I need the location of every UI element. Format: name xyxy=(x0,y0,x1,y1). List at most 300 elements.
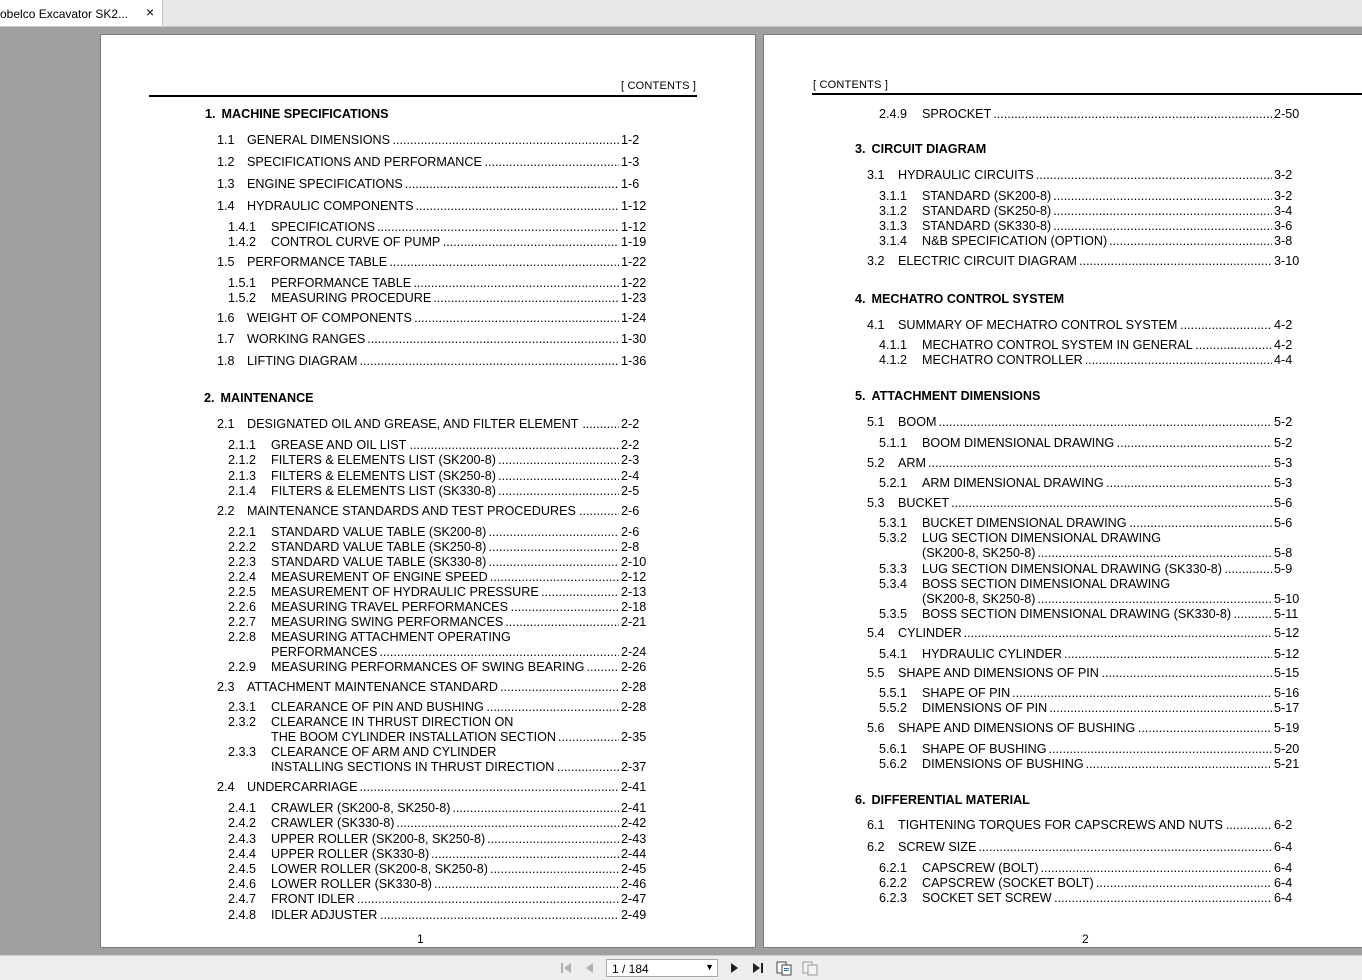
toc-entry[interactable] xyxy=(867,721,1302,736)
toc-section-heading xyxy=(855,142,986,156)
toc-entry[interactable] xyxy=(217,680,649,695)
toc-leader-dots xyxy=(489,525,619,539)
toc-entry-number: 5.1.1 xyxy=(879,436,908,450)
toc-entry[interactable] xyxy=(217,255,649,270)
last-page-icon[interactable] xyxy=(750,960,766,976)
toc-entry-page: 2-13 xyxy=(621,585,647,599)
toc-entry-number: 5.2.1 xyxy=(879,476,908,490)
toc-entry[interactable] xyxy=(879,531,1302,546)
toc-leader-dots xyxy=(357,892,619,906)
toc-entry[interactable] xyxy=(217,504,649,519)
toc-entry-title: BOSS SECTION DIMENSIONAL DRAWING xyxy=(922,577,1171,591)
toc-entry[interactable] xyxy=(228,540,649,555)
toc-entry-number: 6.2.1 xyxy=(879,861,908,875)
toc-entry-title: CLEARANCE OF PIN AND BUSHING xyxy=(271,700,484,714)
toc-entry[interactable] xyxy=(867,666,1302,681)
toc-entry-page: 2-46 xyxy=(621,877,647,891)
toc-entry-page: 2-6 xyxy=(621,525,640,539)
toc-entry-number: 2.4.8 xyxy=(228,908,257,922)
toc-leader-dots xyxy=(498,453,619,467)
toc-entry[interactable] xyxy=(879,107,1302,122)
toc-leader-dots xyxy=(579,504,619,518)
toc-entry[interactable] xyxy=(228,570,649,585)
toc-leader-dots xyxy=(1224,562,1272,576)
toc-entry-title: ATTACHMENT MAINTENANCE STANDARD xyxy=(247,680,498,694)
toc-entry[interactable] xyxy=(228,877,649,892)
toc-entry[interactable] xyxy=(228,645,649,660)
toc-entry[interactable] xyxy=(228,276,649,291)
toc-entry-title: STANDARD (SK250-8) xyxy=(922,204,1052,218)
toc-entry[interactable] xyxy=(228,862,649,877)
toc-entry-page: 1-12 xyxy=(621,220,647,234)
toc-leader-dots xyxy=(389,255,619,269)
toc-entry-title: CYLINDER xyxy=(898,626,962,640)
toc-leader-dots xyxy=(396,816,619,830)
toc-leader-dots xyxy=(1226,818,1272,832)
toc-entry-page: 2-44 xyxy=(621,847,647,861)
toc-entry[interactable] xyxy=(228,801,649,816)
toc-entry-number: 1.4.1 xyxy=(228,220,257,234)
toc-leader-dots xyxy=(486,700,619,714)
toc-entry-number: 2.3.3 xyxy=(228,745,257,759)
toc-leader-dots xyxy=(490,570,619,584)
toc-entry-page: 5-3 xyxy=(1274,456,1293,470)
section-number: 4. xyxy=(855,292,866,306)
toc-entry-title: PERFORMANCE TABLE xyxy=(271,276,412,290)
toc-leader-dots xyxy=(1109,234,1272,248)
toc-entry-number: 2.4.1 xyxy=(228,801,257,815)
toc-entry-page: 6-4 xyxy=(1274,840,1293,854)
toc-entry[interactable] xyxy=(879,516,1302,531)
toc-leader-dots xyxy=(1085,353,1272,367)
toc-entry[interactable] xyxy=(228,484,649,499)
toc-entry-number: 2.2.2 xyxy=(228,540,257,554)
toc-entry-number: 2.1 xyxy=(217,417,235,431)
toc-entry-title: SHAPE OF BUSHING xyxy=(922,742,1047,756)
toc-section-heading xyxy=(855,793,1030,807)
toc-leader-dots xyxy=(377,220,619,234)
toc-entry-title: CAPSCREW (BOLT) xyxy=(922,861,1039,875)
toc-leader-dots xyxy=(1036,168,1272,182)
toc-entry[interactable] xyxy=(217,332,649,347)
toc-entry-title: GENERAL DIMENSIONS xyxy=(247,133,390,147)
next-page-icon[interactable] xyxy=(726,960,742,976)
toc-entry-number: 2.1.1 xyxy=(228,438,257,452)
toc-leader-dots xyxy=(367,332,619,346)
toc-leader-dots xyxy=(405,177,619,191)
toc-leader-dots xyxy=(433,291,619,305)
toc-entry-title: (SK200-8, SK250-8) xyxy=(922,592,1036,606)
toc-entry-page: 5-17 xyxy=(1274,701,1300,715)
toc-entry-page: 2-28 xyxy=(621,680,647,694)
toc-entry-page: 3-2 xyxy=(1274,189,1293,203)
toc-entry-title: STANDARD VALUE TABLE (SK200-8) xyxy=(271,525,487,539)
toc-entry-title: FILTERS & ELEMENTS LIST (SK250-8) xyxy=(271,469,496,483)
toc-entry-number: 5.3.2 xyxy=(879,531,908,545)
toc-entry-page: 6-2 xyxy=(1274,818,1293,832)
toc-entry-title: ARM xyxy=(898,456,926,470)
toc-entry-number: 3.1.3 xyxy=(879,219,908,233)
toc-entry-number: 2.4 xyxy=(217,780,235,794)
document-page-2 xyxy=(763,34,1362,948)
toc-entry[interactable] xyxy=(217,177,649,192)
toc-entry[interactable] xyxy=(879,647,1302,662)
toc-entry[interactable] xyxy=(879,353,1302,368)
toc-entry[interactable] xyxy=(879,861,1302,876)
toc-entry-page: 5-19 xyxy=(1274,721,1300,735)
page-header: [ CONTENTS ] xyxy=(621,80,697,92)
toc-entry-number: 2.1.4 xyxy=(228,484,257,498)
toc-entry-title: CONTROL CURVE OF PUMP xyxy=(271,235,441,249)
toc-entry[interactable] xyxy=(879,757,1302,772)
toc-entry[interactable] xyxy=(879,234,1302,249)
toc-entry-title: LIFTING DIAGRAM xyxy=(247,354,358,368)
toc-entry[interactable] xyxy=(867,415,1302,430)
toc-leader-dots xyxy=(978,840,1272,854)
toc-entry[interactable] xyxy=(879,577,1302,592)
toc-entry-title: DESIGNATED OIL AND GREASE, AND FILTER ELEMENT xyxy=(247,417,579,431)
toc-entry[interactable] xyxy=(879,189,1302,204)
toc-entry-title: SUMMARY OF MECHATRO CONTROL SYSTEM xyxy=(898,318,1178,332)
toc-entry[interactable] xyxy=(228,600,649,615)
toc-leader-dots xyxy=(1049,701,1272,715)
single-page-view-icon[interactable] xyxy=(802,960,818,976)
toc-leader-dots xyxy=(500,680,619,694)
toc-leader-dots xyxy=(1195,338,1272,352)
toc-entry-number: 1.5.2 xyxy=(228,291,257,305)
toc-entry[interactable] xyxy=(867,254,1302,269)
toc-entry[interactable] xyxy=(228,615,649,630)
toc-leader-dots xyxy=(379,645,619,659)
toc-entry-page: 1-3 xyxy=(621,155,640,169)
toc-entry[interactable] xyxy=(217,311,649,326)
toc-entry[interactable] xyxy=(879,701,1302,716)
section-number: 5. xyxy=(855,389,866,403)
toc-leader-dots xyxy=(413,276,619,290)
toc-leader-dots xyxy=(582,417,619,431)
toc-entry-page: 1-24 xyxy=(621,311,647,325)
toc-entry-title: UPPER ROLLER (SK200-8, SK250-8) xyxy=(271,832,486,846)
toc-leader-dots xyxy=(1037,546,1272,560)
toc-entry-title: (SK200-8, SK250-8) xyxy=(922,546,1036,560)
toc-section-heading xyxy=(204,391,314,405)
toc-entry[interactable] xyxy=(879,891,1302,906)
toc-leader-dots xyxy=(489,540,619,554)
toc-entry-title: HYDRAULIC CYLINDER xyxy=(922,647,1062,661)
toc-leader-dots xyxy=(409,438,619,452)
toc-entry-title: CRAWLER (SK200-8, SK250-8) xyxy=(271,801,451,815)
toc-entry-page: 5-10 xyxy=(1274,592,1300,606)
toc-entry[interactable] xyxy=(228,908,649,923)
toc-entry[interactable] xyxy=(228,220,649,235)
section-number: 3. xyxy=(855,142,866,156)
toc-entry-number: 5.3.1 xyxy=(879,516,908,530)
toc-entry[interactable] xyxy=(879,546,1302,561)
toc-entry-title: LOWER ROLLER (SK200-8, SK250-8) xyxy=(271,862,488,876)
toc-entry-page: 5-8 xyxy=(1274,546,1293,560)
toc-leader-dots xyxy=(498,469,619,483)
toc-entry-page: 2-28 xyxy=(621,700,647,714)
toc-entry-page: 2-21 xyxy=(621,615,647,629)
toc-entry-page: 4-2 xyxy=(1274,338,1293,352)
toc-entry-page: 3-6 xyxy=(1274,219,1293,233)
toc-entry[interactable] xyxy=(228,585,649,600)
toc-entry-page: 2-49 xyxy=(621,908,647,922)
toc-entry-number: 5.3 xyxy=(867,496,885,510)
toc-entry[interactable] xyxy=(228,760,649,775)
toc-entry-title: HYDRAULIC CIRCUITS xyxy=(898,168,1034,182)
toc-entry-page: 2-3 xyxy=(621,453,640,467)
toc-entry-number: 1.4.2 xyxy=(228,235,257,249)
toc-entry[interactable] xyxy=(879,592,1302,607)
toc-entry[interactable] xyxy=(867,818,1302,833)
toc-entry-title: UNDERCARRIAGE xyxy=(247,780,358,794)
toc-entry-title: CRAWLER (SK330-8) xyxy=(271,816,395,830)
toc-entry-page: 1-36 xyxy=(621,354,647,368)
toc-leader-dots xyxy=(1096,876,1272,890)
toc-entry-number: 1.7 xyxy=(217,332,235,346)
close-icon[interactable]: × xyxy=(146,4,155,20)
toc-leader-dots xyxy=(1053,189,1272,203)
toc-entry[interactable] xyxy=(879,476,1302,491)
toc-leader-dots xyxy=(1012,686,1272,700)
toc-entry-number: 5.4 xyxy=(867,626,885,640)
toc-entry[interactable] xyxy=(867,168,1302,183)
toc-entry[interactable] xyxy=(217,199,649,214)
toc-leader-dots xyxy=(360,780,619,794)
two-page-view-icon[interactable] xyxy=(776,960,792,976)
toc-entry-title: BUCKET DIMENSIONAL DRAWING xyxy=(922,516,1127,530)
toc-entry-title: MECHATRO CONTROLLER xyxy=(922,353,1083,367)
toc-entry-title: LOWER ROLLER (SK330-8) xyxy=(271,877,432,891)
toc-entry[interactable] xyxy=(217,417,649,432)
toc-entry-page: 5-2 xyxy=(1274,415,1293,429)
toc-leader-dots xyxy=(511,600,619,614)
page-selector[interactable] xyxy=(606,959,718,977)
toc-entry[interactable] xyxy=(217,133,649,148)
toc-entry-page: 2-5 xyxy=(621,484,640,498)
toc-leader-dots xyxy=(434,877,619,891)
header-rule xyxy=(149,95,697,97)
toc-section-heading xyxy=(855,292,1064,306)
toc-entry-page: 1-22 xyxy=(621,276,647,290)
toc-entry[interactable] xyxy=(217,354,649,369)
toc-entry[interactable] xyxy=(228,453,649,468)
toc-leader-dots xyxy=(586,660,619,674)
toc-leader-dots xyxy=(487,832,619,846)
toc-leader-dots xyxy=(1180,318,1272,332)
toc-entry-title: MEASURING SWING PERFORMANCES xyxy=(271,615,504,629)
toc-leader-dots xyxy=(1053,204,1272,218)
toc-leader-dots xyxy=(490,862,619,876)
toc-entry-title: MECHATRO CONTROL SYSTEM IN GENERAL xyxy=(922,338,1193,352)
toc-entry-number: 2.3 xyxy=(217,680,235,694)
toc-entry-number: 3.1.1 xyxy=(879,189,908,203)
toc-entry-page: 5-9 xyxy=(1274,562,1293,576)
previous-page-icon[interactable] xyxy=(582,960,598,976)
toc-entry[interactable] xyxy=(228,847,649,862)
toc-entry[interactable] xyxy=(228,469,649,484)
toc-entry-title: FILTERS & ELEMENTS LIST (SK200-8) xyxy=(271,453,496,467)
page-number: 2 xyxy=(1082,932,1089,946)
toc-entry-title: BOOM DIMENSIONAL DRAWING xyxy=(922,436,1115,450)
section-number: 1. xyxy=(205,107,216,121)
toc-entry[interactable] xyxy=(879,219,1302,234)
toc-entry[interactable] xyxy=(879,338,1302,353)
toc-entry-number: 1.5.1 xyxy=(228,276,257,290)
toc-leader-dots xyxy=(1234,607,1272,621)
toc-entry-number: 2.4.9 xyxy=(879,107,908,121)
toc-entry[interactable] xyxy=(879,562,1302,577)
toc-entry-number: 4.1.1 xyxy=(879,338,908,352)
toc-entry[interactable] xyxy=(228,715,649,730)
toc-leader-dots xyxy=(443,235,619,249)
toc-entry-number: 2.4.7 xyxy=(228,892,257,906)
toc-entry-title: STANDARD VALUE TABLE (SK250-8) xyxy=(271,540,487,554)
toc-entry-number: 6.1 xyxy=(867,818,885,832)
toc-leader-dots xyxy=(557,760,619,774)
toc-entry-number: 2.2.6 xyxy=(228,600,257,614)
toc-entry-page: 6-4 xyxy=(1274,891,1293,905)
toc-entry-page: 2-45 xyxy=(621,862,647,876)
toc-entry-number: 2.4.5 xyxy=(228,862,257,876)
toc-leader-dots xyxy=(993,107,1272,121)
toc-leader-dots xyxy=(505,615,619,629)
toc-entry-number: 1.5 xyxy=(217,255,235,269)
section-title: CIRCUIT DIAGRAM xyxy=(871,142,987,156)
toc-entry[interactable] xyxy=(228,235,649,250)
toc-entry[interactable] xyxy=(228,700,649,715)
toc-entry-number: 1.1 xyxy=(217,133,235,147)
toc-entry-number: 5.4.1 xyxy=(879,647,908,661)
toc-section-heading xyxy=(205,107,389,121)
first-page-icon[interactable] xyxy=(558,960,574,976)
toc-entry-page: 2-42 xyxy=(621,816,647,830)
toc-entry-page: 5-6 xyxy=(1274,496,1293,510)
toc-entry-title: MEASUREMENT OF HYDRAULIC PRESSURE xyxy=(271,585,539,599)
toc-entry-number: 2.2 xyxy=(217,504,235,518)
toc-entry[interactable] xyxy=(228,630,649,645)
toc-entry-number: 2.2.7 xyxy=(228,615,257,629)
toc-entry-number: 3.1 xyxy=(867,168,885,182)
section-title: MACHINE SPECIFICATIONS xyxy=(221,107,389,121)
toc-section-heading xyxy=(855,389,1040,403)
toc-entry[interactable] xyxy=(228,291,649,306)
toc-entry-page: 2-26 xyxy=(621,660,647,674)
toc-entry-page: 2-50 xyxy=(1274,107,1300,121)
toc-entry[interactable] xyxy=(867,840,1302,855)
toc-entry-number: 1.6 xyxy=(217,311,235,325)
toc-entry-number: 1.4 xyxy=(217,199,235,213)
toc-entry-number: 5.5.1 xyxy=(879,686,908,700)
toc-entry-page: 2-18 xyxy=(621,600,647,614)
toc-leader-dots xyxy=(416,199,619,213)
toc-entry-title: BUCKET xyxy=(898,496,950,510)
toc-entry[interactable] xyxy=(879,742,1302,757)
toc-entry-number: 5.6.2 xyxy=(879,757,908,771)
toc-entry-title: GREASE AND OIL LIST xyxy=(271,438,407,452)
toc-entry[interactable] xyxy=(867,456,1302,471)
toc-entry-page: 2-12 xyxy=(621,570,647,584)
toc-entry[interactable] xyxy=(228,730,649,745)
toc-entry-page: 1-2 xyxy=(621,133,640,147)
toc-entry-page: 5-16 xyxy=(1274,686,1300,700)
toc-entry-page: 3-10 xyxy=(1274,254,1300,268)
toc-entry-page: 2-47 xyxy=(621,892,647,906)
header-rule xyxy=(812,93,1362,95)
toc-entry-title: MAINTENANCE STANDARDS AND TEST PROCEDURES xyxy=(247,504,576,518)
toc-entry-title: STANDARD (SK330-8) xyxy=(922,219,1052,233)
toc-entry[interactable] xyxy=(228,525,649,540)
toc-entry[interactable] xyxy=(228,438,649,453)
document-page-1 xyxy=(100,34,756,948)
section-title: MAINTENANCE xyxy=(220,391,314,405)
toc-entry-number: 2.4.2 xyxy=(228,816,257,830)
toc-entry-page: 5-11 xyxy=(1274,607,1299,621)
toc-entry[interactable] xyxy=(217,155,649,170)
toc-entry-title: WEIGHT OF COMPONENTS xyxy=(247,311,412,325)
toc-entry-number: 3.2 xyxy=(867,254,885,268)
toc-entry-page: 1-22 xyxy=(621,255,647,269)
toc-entry-title: PERFORMANCE TABLE xyxy=(247,255,388,269)
toc-entry[interactable] xyxy=(228,816,649,831)
chevron-down-icon: ▼ xyxy=(705,962,714,972)
document-tab[interactable] xyxy=(0,0,163,26)
toc-entry[interactable] xyxy=(867,626,1302,641)
toc-entry-number: 2.2.3 xyxy=(228,555,257,569)
toc-entry-number: 2.1.3 xyxy=(228,469,257,483)
toc-entry-number: 5.1 xyxy=(867,415,885,429)
toc-entry[interactable] xyxy=(867,318,1302,333)
toc-entry[interactable] xyxy=(228,892,649,907)
section-number: 2. xyxy=(204,391,215,405)
toc-entry-page: 5-15 xyxy=(1274,666,1300,680)
toc-entry[interactable] xyxy=(217,780,649,795)
toc-leader-dots xyxy=(558,730,619,744)
toc-entry[interactable] xyxy=(879,607,1302,622)
toc-leader-dots xyxy=(1049,742,1272,756)
toc-entry-number: 2.4.6 xyxy=(228,877,257,891)
toc-entry-page: 2-6 xyxy=(621,504,640,518)
toc-entry[interactable] xyxy=(228,555,649,570)
toc-entry[interactable] xyxy=(228,660,649,675)
toc-leader-dots xyxy=(1129,516,1272,530)
toc-entry-title: SHAPE AND DIMENSIONS OF BUSHING xyxy=(898,721,1136,735)
toc-entry[interactable] xyxy=(879,686,1302,701)
tab-bar xyxy=(0,0,1362,27)
toc-leader-dots xyxy=(485,155,619,169)
toc-entry-title: SCREW SIZE xyxy=(898,840,977,854)
toc-entry-title: CLEARANCE OF ARM AND CYLINDER xyxy=(271,745,497,759)
toc-entry-number: 5.6.1 xyxy=(879,742,908,756)
viewer-toolbar xyxy=(0,955,1362,980)
toc-entry[interactable] xyxy=(879,876,1302,891)
toc-leader-dots xyxy=(938,415,1272,429)
toc-entry[interactable] xyxy=(228,832,649,847)
toc-entry-title: N&B SPECIFICATION (OPTION) xyxy=(922,234,1108,248)
toc-entry[interactable] xyxy=(867,496,1302,511)
toc-entry-title: ELECTRIC CIRCUIT DIAGRAM xyxy=(898,254,1077,268)
toc-entry[interactable] xyxy=(228,745,649,760)
toc-entry[interactable] xyxy=(879,204,1302,219)
toc-entry-number: 1.8 xyxy=(217,354,235,368)
toc-entry[interactable] xyxy=(879,436,1302,451)
toc-leader-dots xyxy=(1064,647,1272,661)
toc-leader-dots xyxy=(1053,219,1272,233)
toc-entry-number: 5.6 xyxy=(867,721,885,735)
toc-entry-title: BOOM xyxy=(898,415,937,429)
toc-entry-title: MEASURING PROCEDURE xyxy=(271,291,432,305)
